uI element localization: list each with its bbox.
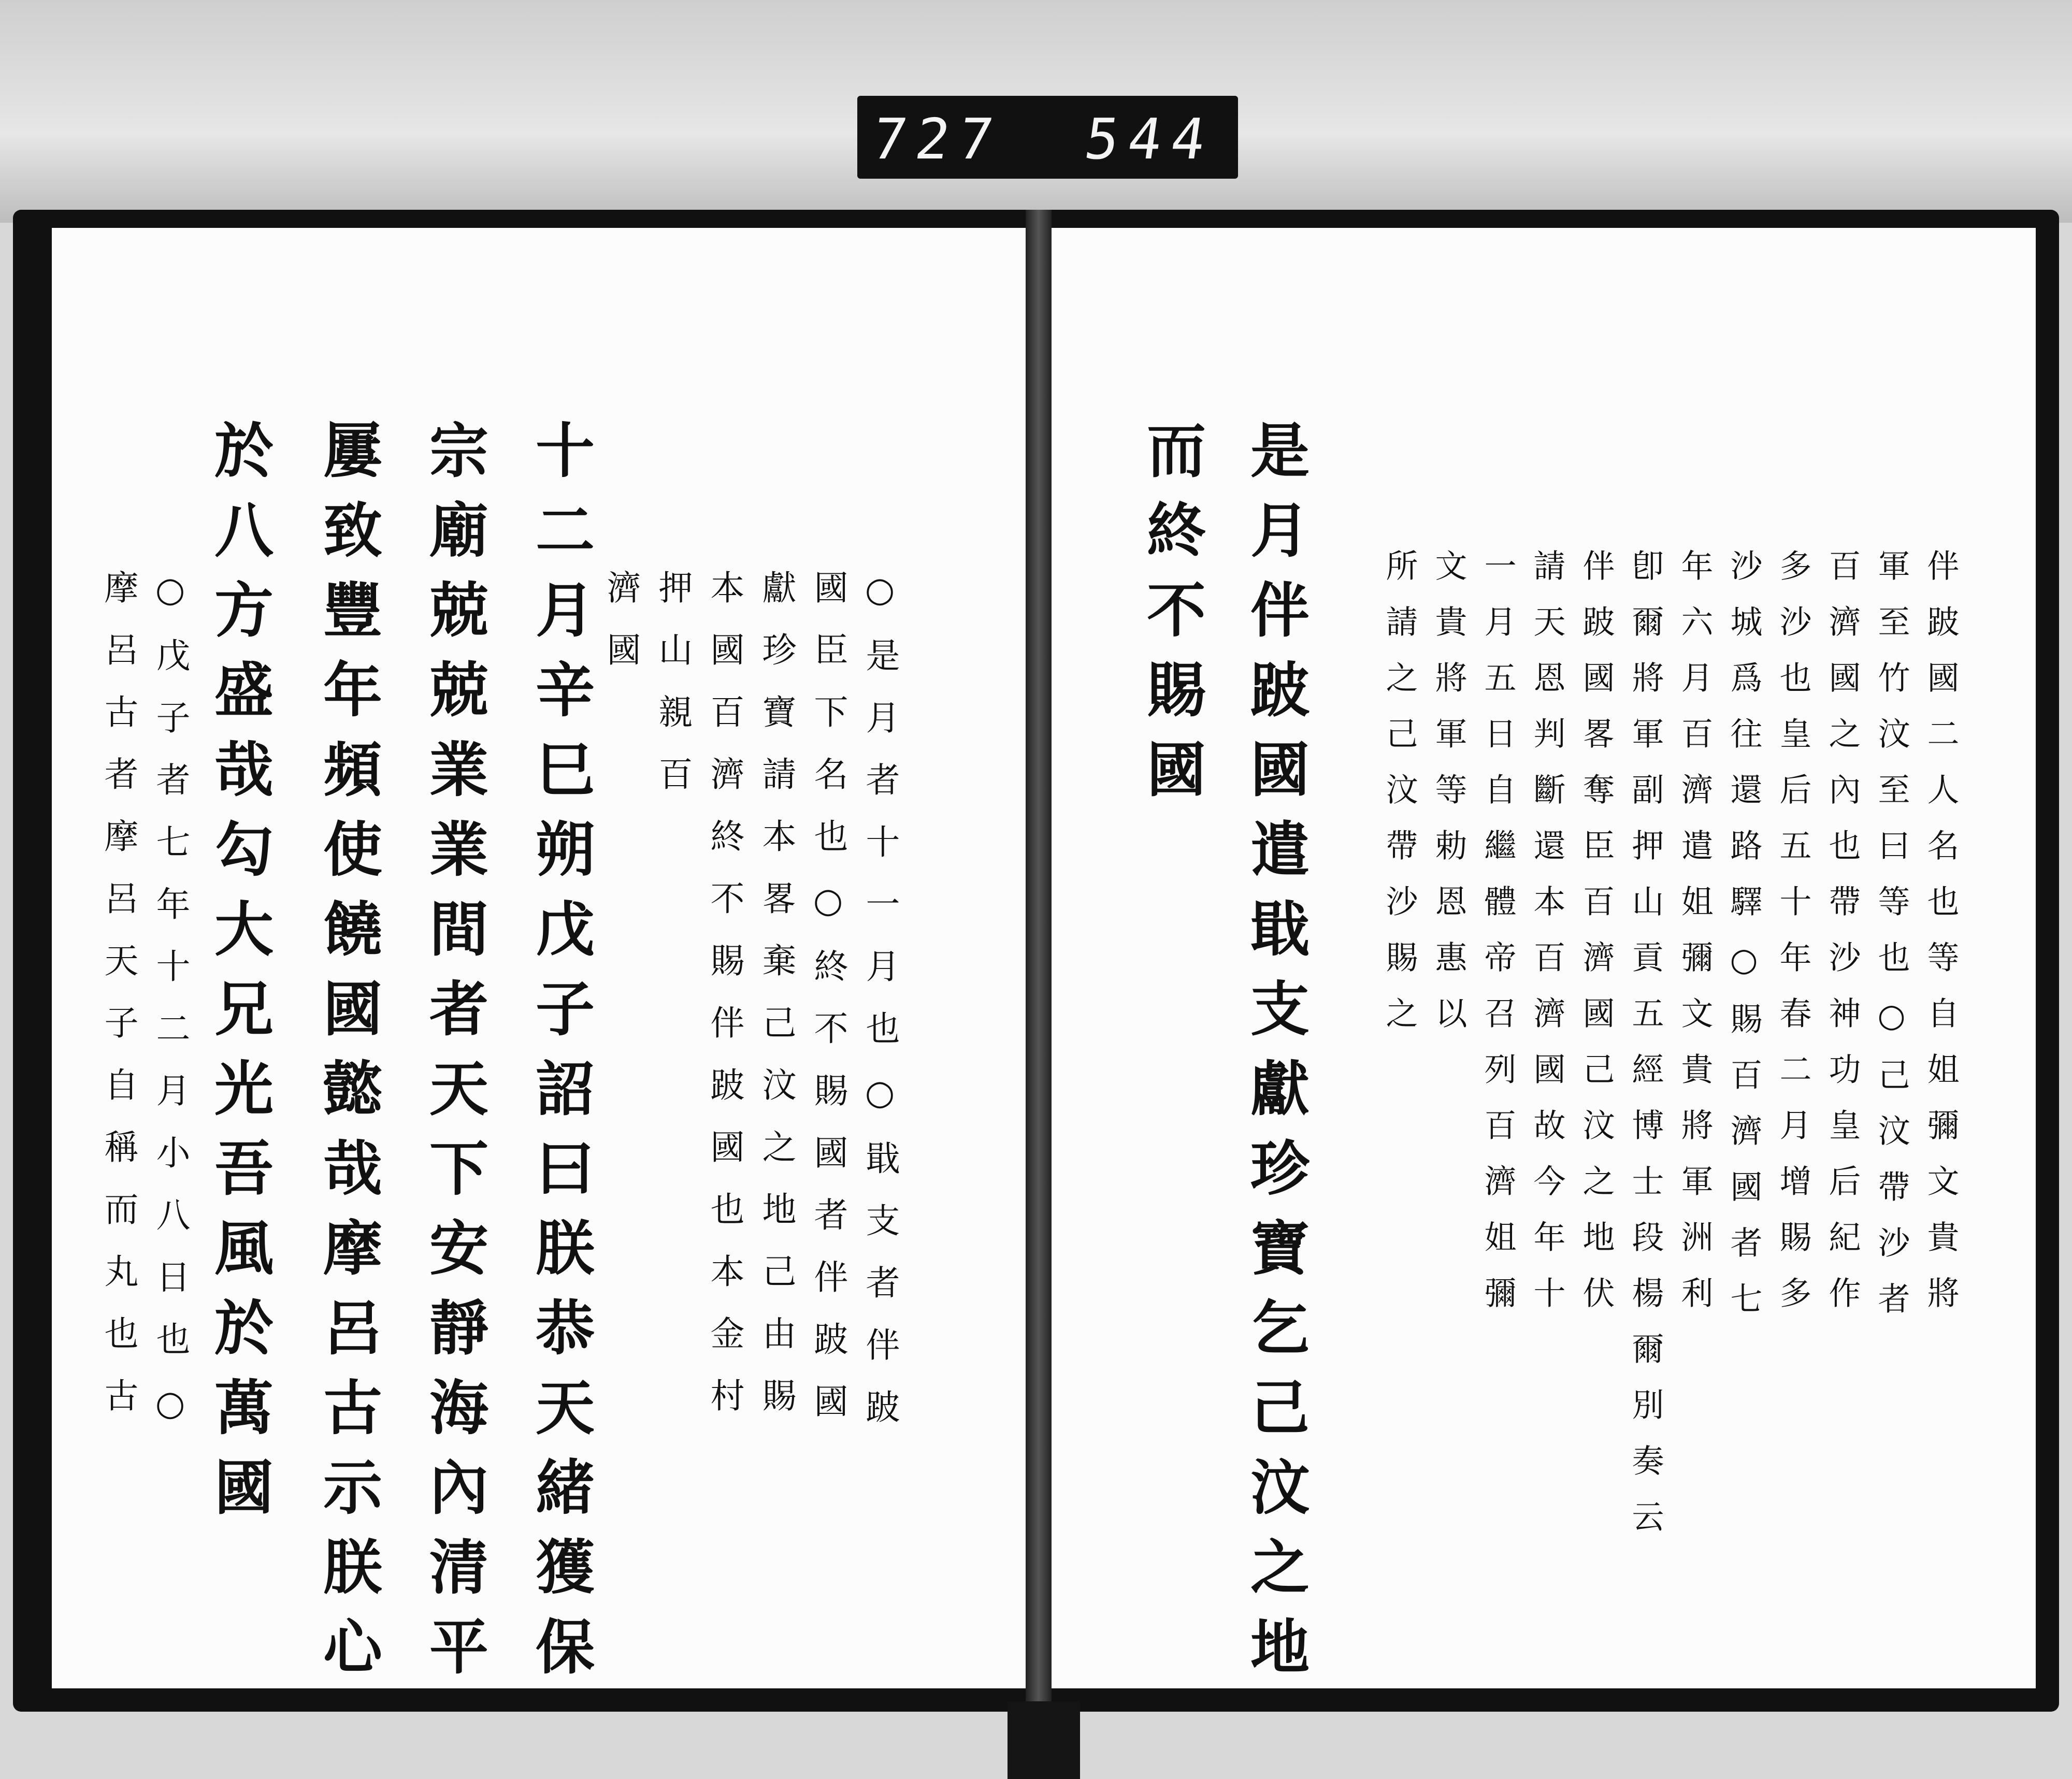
right-page-column-0: 是月伴跛國遣戢支獻珍寶乞己汶之地 — [1241, 420, 1310, 1696]
book-spine — [1008, 1701, 1080, 1779]
right-page-column-3: 軍至竹汶至曰等也○己汶帶沙者 — [1873, 549, 1910, 1338]
left-page-column-7: 本國百濟終不賜伴跛國也本金村 — [704, 570, 744, 1440]
right-page — [1052, 228, 2036, 1696]
left-page-column-3: 於八方盛哉勾大兄光吾風於萬國 — [205, 420, 274, 1536]
open-book — [13, 210, 2059, 1712]
left-page-column-4: ○是月者十一月也○戢支者伴跛 — [860, 570, 900, 1451]
right-page-column-6: 沙城爲往還路驛○賜百濟國者七 — [1725, 549, 1763, 1338]
archive-label — [857, 96, 1238, 179]
left-page-column-11: 摩呂古者摩呂天子自稱而丸也古 — [98, 570, 138, 1440]
right-page-column-2: 伴跛國二人名也等自姐彌文貴將 — [1922, 549, 1960, 1332]
right-page-column-11: 一月五日自繼體帝召列百濟姐彌 — [1479, 549, 1517, 1332]
archive-label-right: 544 — [1081, 107, 1219, 172]
right-page-column-10: 請天恩判斷還本百濟國故今年十 — [1528, 549, 1566, 1332]
left-page-column-6: 獻珍寶請本畧棄己汶之地己由賜 — [756, 570, 796, 1440]
right-page-column-12: 文貴將軍等勅恩惠以 — [1430, 549, 1467, 1052]
right-page-column-1: 而終不賜國 — [1137, 420, 1206, 818]
left-page-column-0: 十二月辛巳朔戊子詔曰朕恭天緒獲保 — [526, 420, 595, 1696]
right-page-column-5: 多沙也皇后五十年春二月增賜多 — [1774, 549, 1812, 1332]
left-page-column-5: 國臣下名也○終不賜國者伴跛國 — [808, 570, 848, 1445]
left-page-column-9: 濟國 — [601, 570, 641, 694]
left-page-column-2: 屢致豐年頻使饒國懿哉摩呂古示朕心 — [313, 420, 383, 1696]
left-page-column-8: 押山親百 — [653, 570, 693, 818]
left-page-column-1: 宗廟兢兢業業間者天下安靜海內清平 — [420, 420, 489, 1696]
right-page-column-13: 所請之己汶帶沙賜之 — [1380, 549, 1418, 1052]
left-page-column-10: ○戊子者七年十二月小八日也○ — [150, 570, 190, 1451]
right-page-column-9: 伴跛國畧奪臣百濟國己汶之地伏 — [1577, 549, 1615, 1332]
book-gutter — [1026, 210, 1052, 1712]
right-page-column-4: 百濟國之內也帶沙神功皇后紀作 — [1823, 549, 1861, 1332]
right-page-column-8: 卽爾將軍副押山貢五經博士段楊爾別奏云 — [1627, 549, 1664, 1556]
left-page — [52, 228, 1026, 1696]
archive-label-left: 727 — [868, 107, 1006, 172]
right-page-column-7: 年六月百濟遣姐彌文貴將軍洲利 — [1676, 549, 1714, 1332]
